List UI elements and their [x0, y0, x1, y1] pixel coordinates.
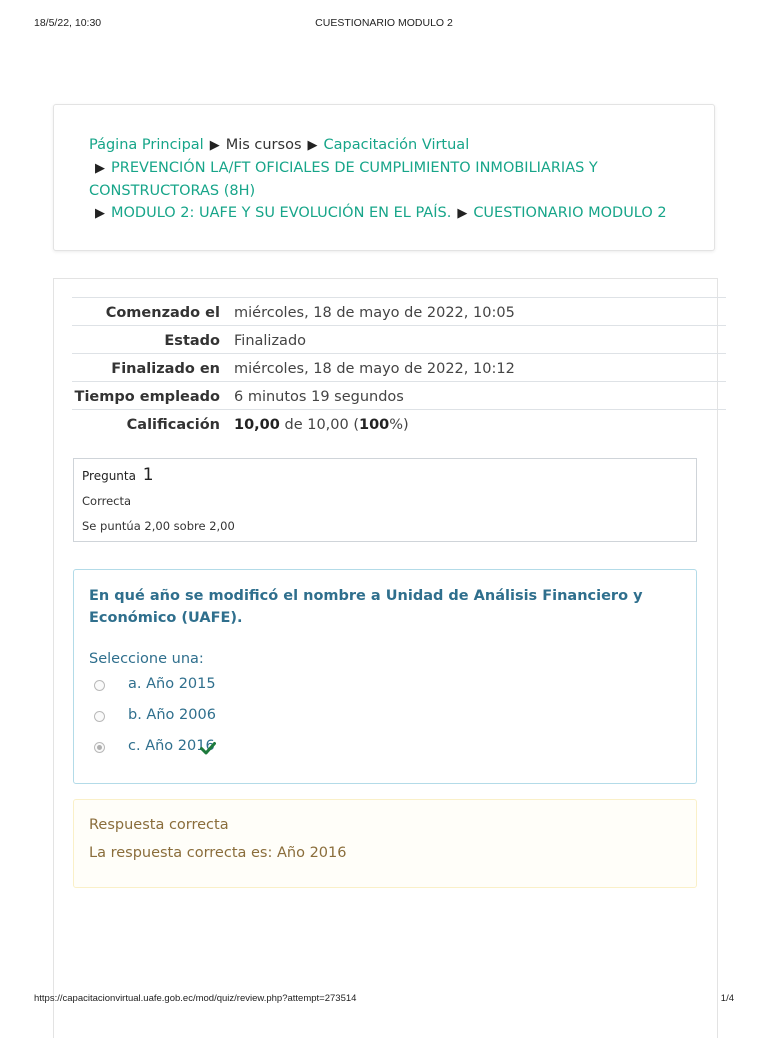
radio-button[interactable]	[94, 711, 105, 722]
summary-row-grade	[72, 410, 726, 438]
feedback-box	[73, 799, 697, 888]
grade-score: 10,00	[234, 417, 280, 433]
breadcrumb-separator-icon: ▶	[307, 138, 318, 153]
grade-label: Calificación	[126, 417, 220, 433]
grade-value	[228, 410, 726, 438]
question-text: En qué año se modificó el nombre a Unidad de Análisis Financiero y Económico (UAFE).	[89, 588, 643, 626]
breadcrumb-separator-icon: ▶	[95, 161, 105, 176]
breadcrumb-separator-icon: ▶	[209, 138, 220, 153]
print-header	[34, 17, 734, 31]
summary-row-finished	[72, 354, 726, 382]
correct-check-icon	[200, 741, 216, 755]
breadcrumb-home-link[interactable]: Página Principal	[89, 137, 204, 153]
time-label: Tiempo empleado	[74, 389, 220, 405]
answer-option-label: a. Año 2015	[128, 676, 216, 692]
breadcrumb-course-link[interactable]: PREVENCIÓN LA/FT OFICIALES DE CUMPLIMIENTO INMOBILIARIAS Y CONSTRUCTORAS (8H)	[89, 160, 598, 199]
summary-row-state	[72, 326, 726, 354]
print-page-number: 1/4	[720, 993, 734, 1004]
question-mark: Se puntúa 2,00 sobre 2,00	[82, 519, 235, 533]
answer-option-label: b. Año 2006	[128, 707, 216, 723]
breadcrumb-section-link[interactable]: MODULO 2: UAFE Y SU EVOLUCIÓN EN EL PAÍS.	[111, 205, 452, 221]
print-url: https://capacitacionvirtual.uafe.gob.ec/mod/quiz/review.php?attempt=273514	[34, 993, 357, 1004]
finished-value: miércoles, 18 de mayo de 2022, 10:12	[234, 361, 515, 377]
breadcrumb-separator-icon: ▶	[457, 206, 468, 221]
breadcrumb-card	[53, 104, 715, 251]
radio-button[interactable]	[94, 680, 105, 691]
breadcrumb-activity-link[interactable]: CUESTIONARIO MODULO 2	[473, 205, 667, 221]
question-prompt: Seleccione una:	[89, 651, 204, 667]
attempt-summary-table	[72, 297, 726, 437]
breadcrumb-my-courses[interactable]: Mis cursos	[225, 137, 302, 153]
question-info-box	[73, 458, 697, 542]
feedback-result: Respuesta correcta	[89, 817, 229, 833]
radio-button-selected[interactable]	[94, 742, 105, 753]
question-label: Pregunta	[82, 469, 136, 483]
finished-label: Finalizado en	[111, 361, 220, 377]
question-number	[82, 465, 154, 485]
grade-of: de 10,00 (	[279, 417, 359, 433]
summary-row-time	[72, 382, 726, 410]
question-state: Correcta	[82, 494, 132, 508]
summary-row-started	[72, 298, 726, 326]
grade-close: %)	[389, 417, 409, 433]
started-value: miércoles, 18 de mayo de 2022, 10:05	[234, 305, 515, 321]
print-datetime: 18/5/22, 10:30	[34, 17, 102, 29]
started-label: Comenzado el	[105, 305, 220, 321]
breadcrumb-separator-icon: ▶	[95, 206, 105, 221]
grade-percent: 100	[359, 417, 390, 433]
feedback-right-answer: La respuesta correcta es: Año 2016	[89, 845, 347, 861]
print-title: CUESTIONARIO MODULO 2	[315, 17, 453, 29]
time-value: 6 minutos 19 segundos	[234, 389, 404, 405]
print-footer	[34, 993, 734, 1007]
question-number-value: 1	[142, 465, 154, 485]
question-content-box	[73, 569, 697, 784]
breadcrumb	[89, 134, 689, 225]
breadcrumb-category-link[interactable]: Capacitación Virtual	[323, 137, 470, 153]
state-value: Finalizado	[234, 333, 307, 349]
answer-option-label: c. Año 2016	[128, 738, 215, 754]
state-label: Estado	[164, 333, 220, 349]
